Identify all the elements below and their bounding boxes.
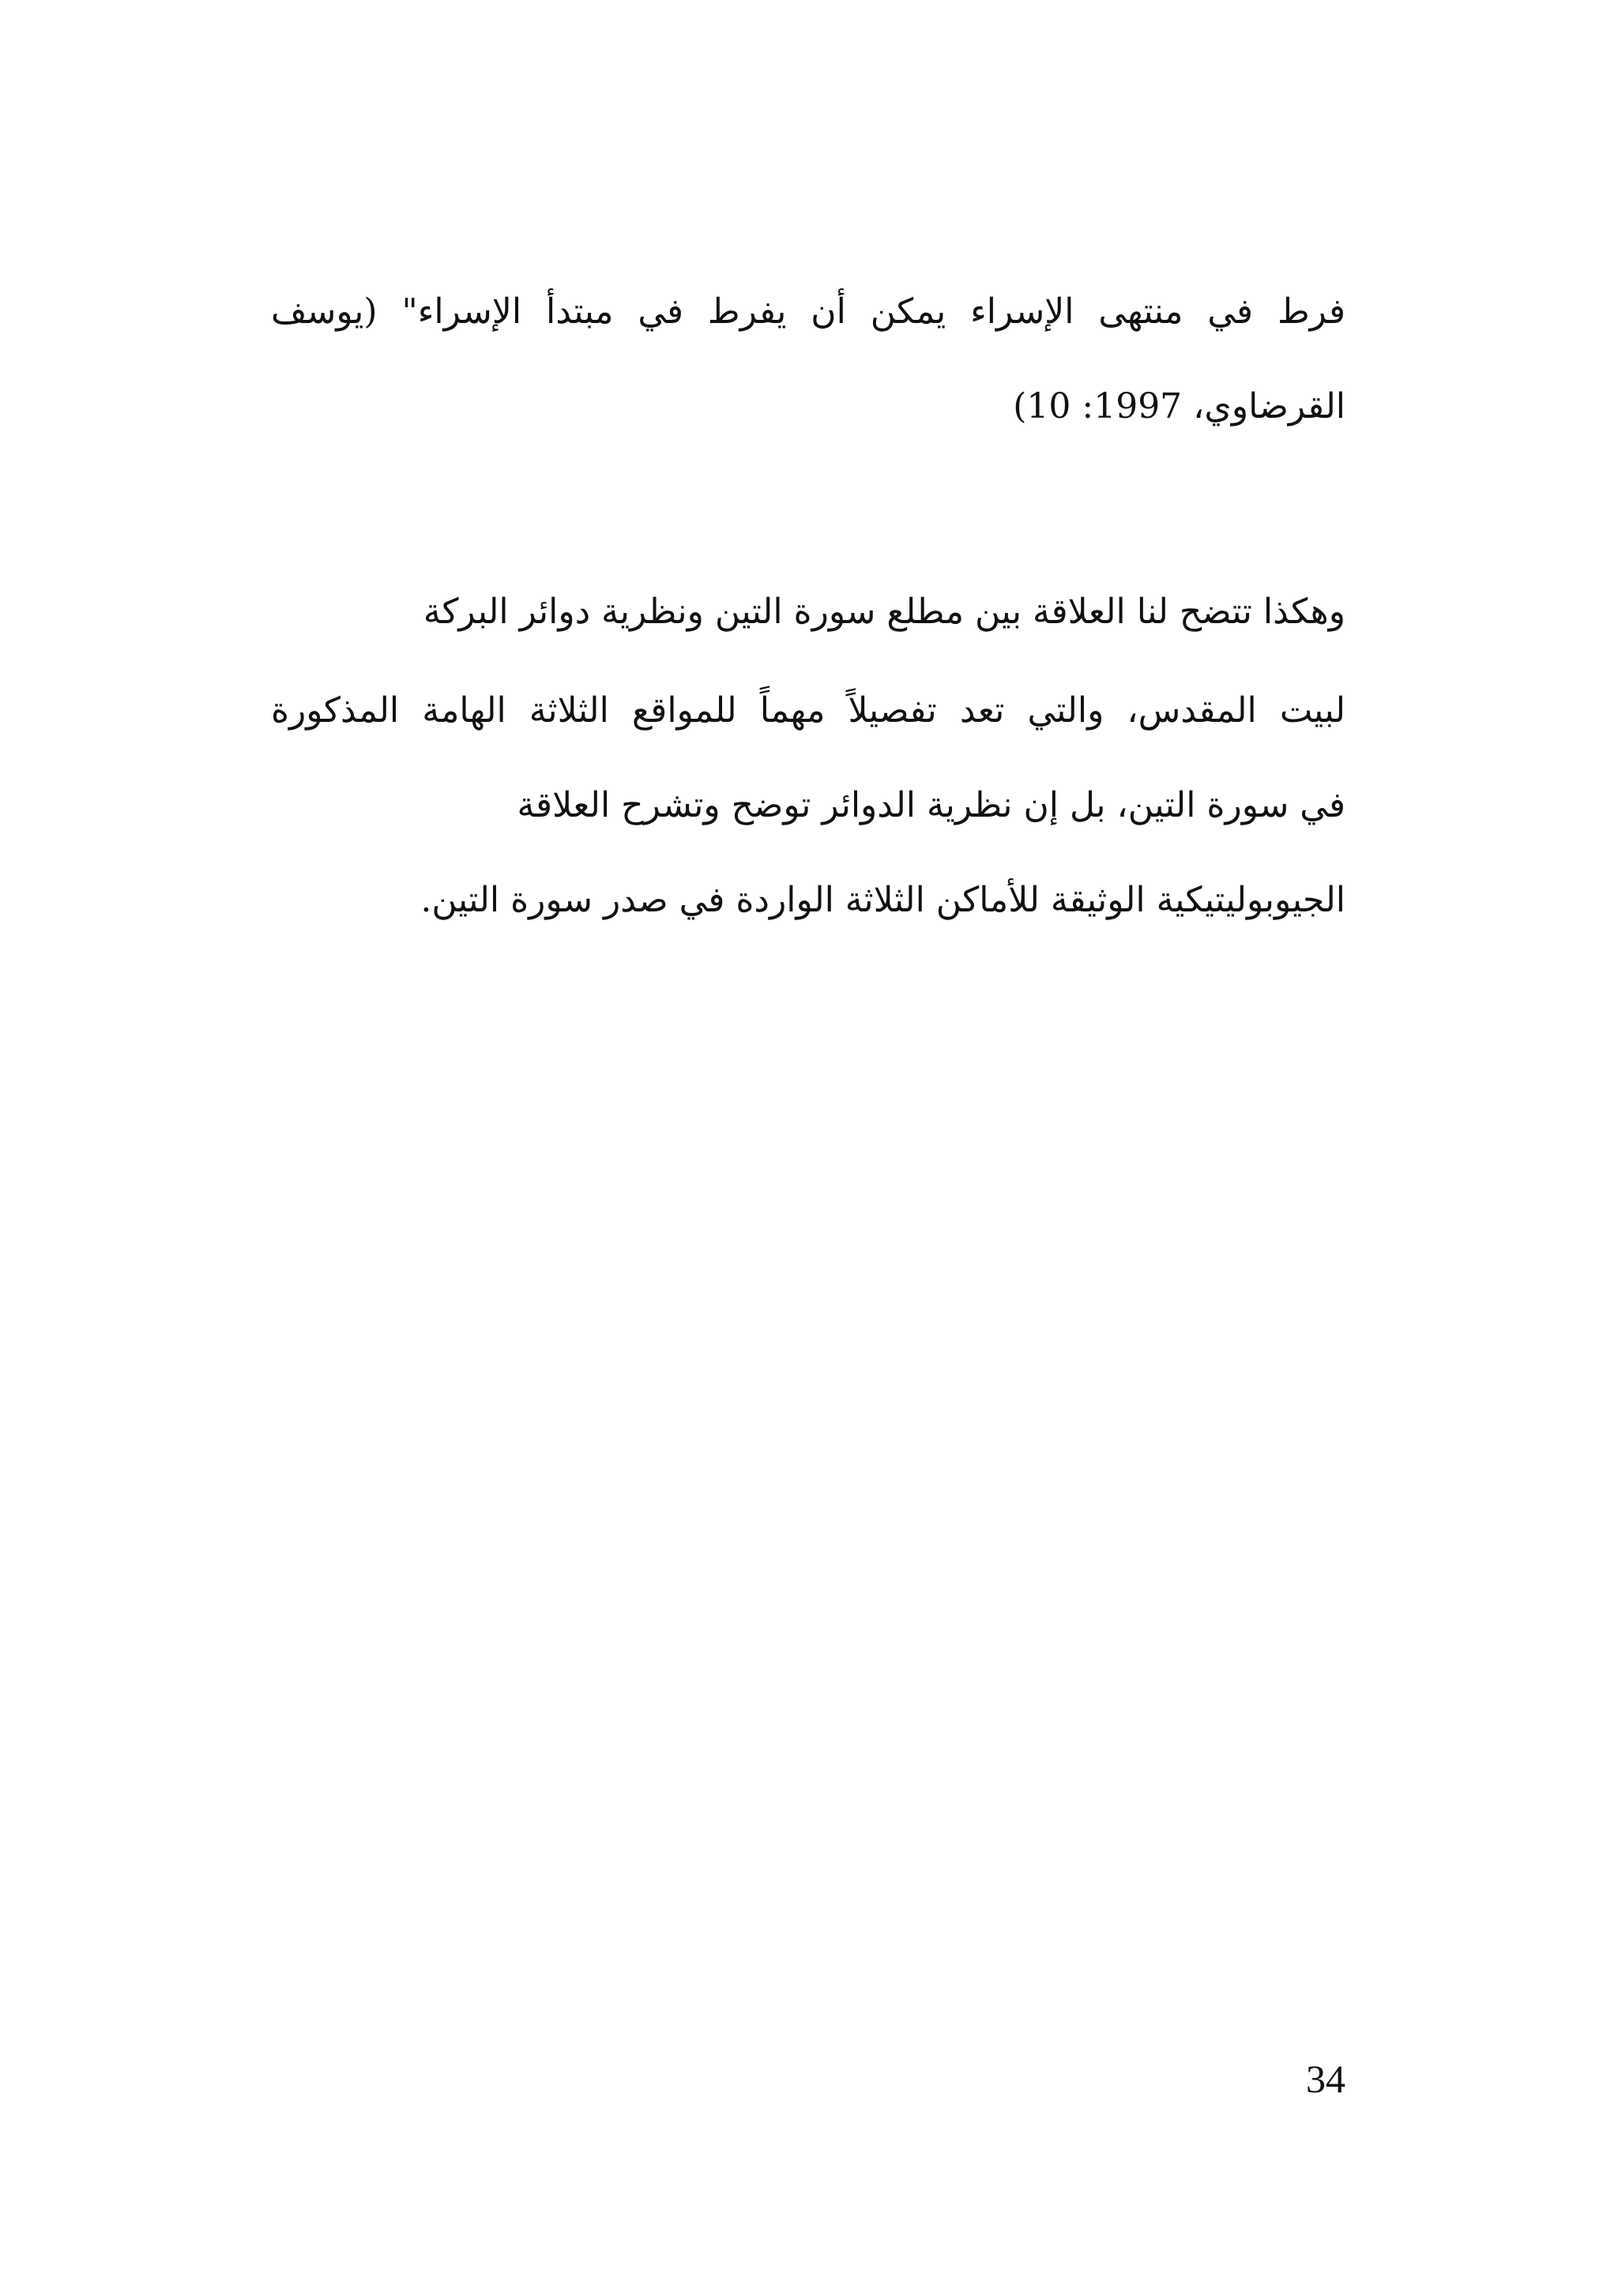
- paragraph-1-line-2: القرضاوي، 1997: 10): [1013, 386, 1345, 427]
- page-number: 34: [1306, 2057, 1345, 2101]
- paragraph-2-line-2: لبيت المقدس، والتي تعد تفصيلاً مهماً للمواقع الثلاثة الهامة المذكورة: [271, 690, 1346, 731]
- paragraph-2-line-1: وهكذا تتضح لنا العلاقة بين مطلع سورة التين ونظرية دوائر البركة: [423, 592, 1345, 632]
- paragraph-1-line-1: فرط في منتهى الإسراء يمكن أن يفرط في مبتدأ الإسراء" (يوسف: [271, 291, 1345, 332]
- paragraph-2-line-4: الجيوبوليتيكية الوثيقة للأماكن الثلاثة الواردة في صدر سورة التين.: [420, 880, 1345, 920]
- paragraph-2-line-3: في سورة التين، بل إن نظرية الدوائر توضح وتشرح العلاقة: [517, 785, 1345, 825]
